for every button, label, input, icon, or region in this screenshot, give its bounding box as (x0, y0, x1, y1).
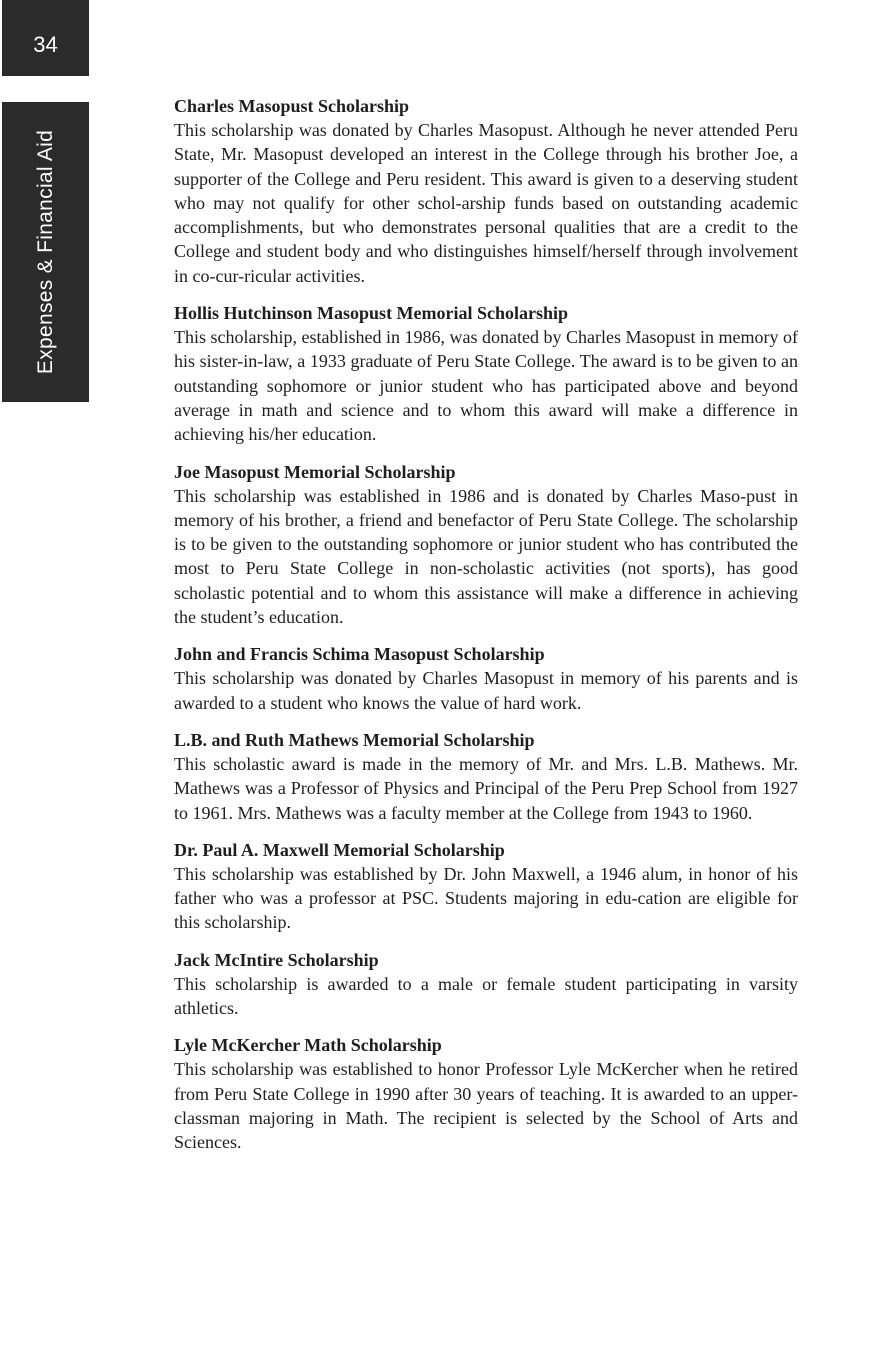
scholarship-entry (174, 728, 798, 825)
section-tab (2, 102, 89, 402)
scholarship-description: This scholarship was donated by Charles Masopust in memory of his parents and is awarded to a student who knows the value of hard work. (174, 668, 798, 713)
scholarship-entry (174, 460, 798, 630)
scholarship-entry (174, 948, 798, 1021)
scholarship-entry (174, 301, 798, 446)
scholarship-description: This scholastic award is made in the memory of Mr. and Mrs. L.B. Mathews. Mr. Mathews was a Professor of Physics and Principal of the Peru Prep School from 1927 to 1961. Mrs. Mathews was a faculty member at the College from 1943 to 1960. (174, 753, 798, 823)
page-number: 34 (33, 32, 58, 57)
scholarship-description: This scholarship was established in 1986 and is donated by Charles Maso-pust in memory of his brother, a friend and benefactor of Peru State College. The scholarship is to be given to the outstanding sophomore or junior student who has contributed the most to Peru State College in non-scholastic activities (not sports), has good scholastic potential and to whom this assistance will make a difference in achieving the student’s education. (174, 485, 798, 628)
scholarship-entry (174, 838, 798, 935)
scholarship-title: Dr. Paul A. Maxwell Memorial Scholarship (174, 839, 505, 860)
page-number-tab (2, 0, 89, 76)
scholarship-entry (174, 94, 798, 288)
scholarship-title: Jack McIntire Scholarship (174, 949, 379, 970)
scholarship-title: Lyle McKercher Math Scholarship (174, 1035, 442, 1056)
scholarship-entry (174, 642, 798, 715)
scholarship-list (174, 94, 798, 1168)
scholarship-entry (174, 1033, 798, 1154)
scholarship-title: Hollis Hutchinson Masopust Memorial Scholarship (174, 303, 569, 324)
scholarship-title: Charles Masopust Scholarship (174, 96, 410, 116)
scholarship-description: This scholarship was donated by Charles Masopust. Although he never attended Peru State, Mr. Masopust developed an interest in the College through his brother Joe, a supporter of the College and Peru resident. This award is given to a deserving student who may not qualify for other schol-arship funds based on outstanding academic accomplishments, but who demonstrates personal qualities that are a credit to the College and student body and who distinguishes himself/herself through involvement in co-cur-ricular activities. (174, 120, 798, 286)
section-tab-label: Expenses & Financial Aid (33, 129, 57, 375)
scholarship-title: John and Francis Schima Masopust Scholarship (174, 644, 545, 665)
scholarship-title: L.B. and Ruth Mathews Memorial Scholarship (174, 729, 535, 750)
scholarship-description: This scholarship was established by Dr. John Maxwell, a 1946 alum, in honor of his father who was a professor at PSC. Students majoring in edu-cation are eligible for this scholarship. (174, 863, 798, 933)
scholarship-description: This scholarship is awarded to a male or female student participating in varsity athletics. (174, 973, 798, 1019)
scholarship-description: This scholarship was established to honor Professor Lyle McKercher when he retired from Peru State College in 1990 after 30 years of teaching. It is awarded to an upper-classman majoring in Math. The recipient is selected by the School of Arts and Sciences. (174, 1059, 798, 1153)
scholarship-title: Joe Masopust Memorial Scholarship (174, 461, 456, 482)
scholarship-description: This scholarship, established in 1986, was donated by Charles Masopust in memory of his sister-in-law, a 1933 graduate of Peru State College. The award is to be given to an outstanding sophomore or junior student who has participated above and beyond average in math and science and to whom this award will make a difference in achieving his/her education. (174, 327, 798, 445)
